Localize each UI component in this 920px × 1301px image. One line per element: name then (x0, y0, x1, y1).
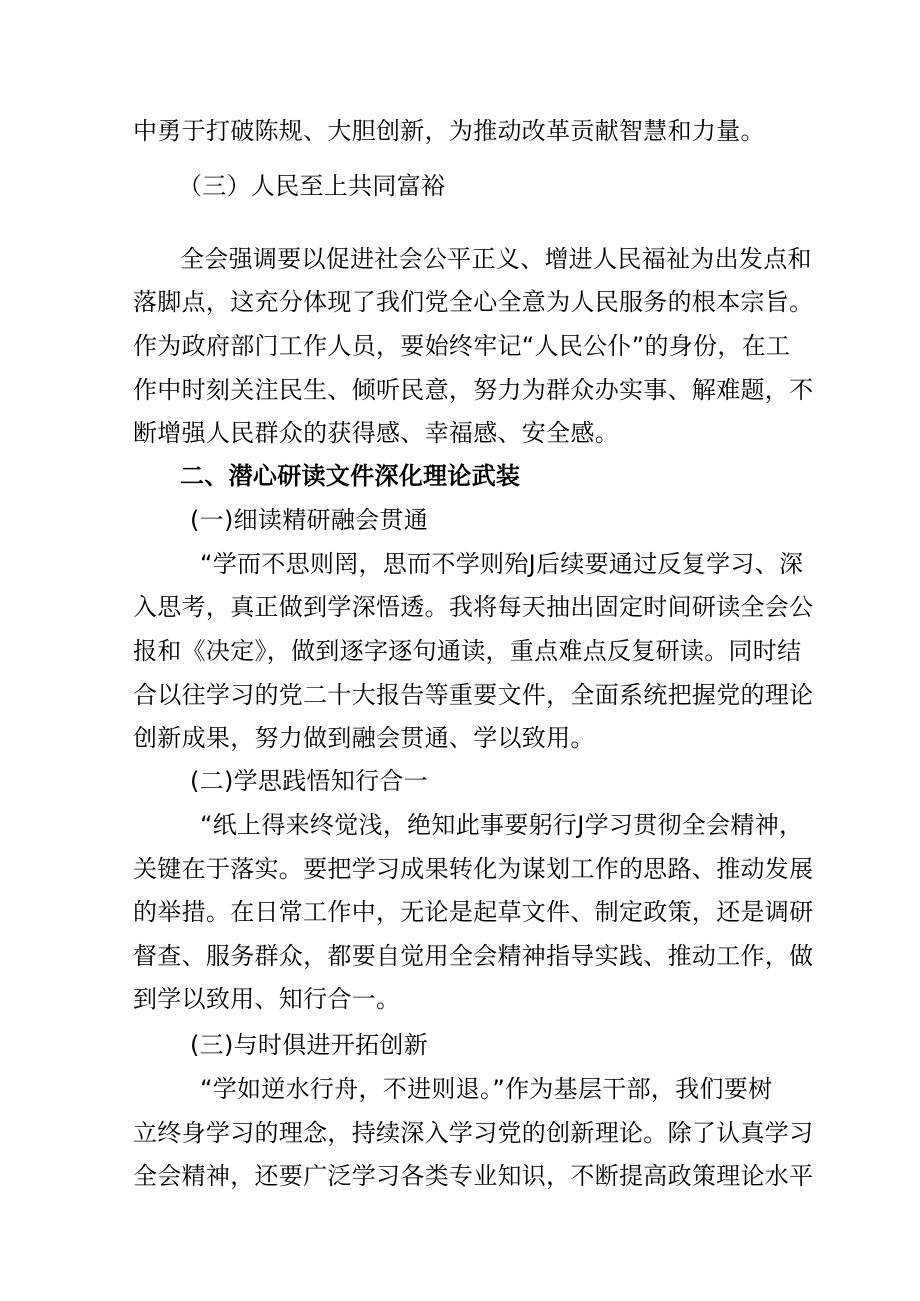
paragraph-line: 全会强调要以促进社会公平正义、增进人民福祉为出发点和 (180, 245, 812, 273)
paragraph-line: 督查、服务群众，都要自觉用全会精神指导实践、推动工作，做 (133, 942, 814, 970)
paragraph-line: 作为政府部门工作人员，要始终牢记“人民公仆”的身份，在工 (133, 332, 791, 360)
paragraph-line: 立终身学习的理念，持续深入学习党的创新理论。除了认真学习 (133, 1119, 814, 1147)
paragraph-line: 关键在于落实。要把学习成果转化为谋划工作的思路、推动发展 (133, 855, 814, 883)
paragraph-line: 全会精神，还要广泛学习各类专业知识，不断提高政策理论水平 (133, 1162, 814, 1190)
paragraph-line: 作中时刻关注民生、倾听民意，努力为群众办实事、解难题，不 (133, 376, 814, 404)
paragraph-line: 中勇于打破陈规、大胆创新，为推动改革贡献智慧和力量。 (133, 117, 765, 145)
paragraph-line: “纸上得来终觉浅，绝知此事要躬行J学习贯彻全会精神， (200, 811, 804, 839)
paragraph-line: 入思考，真正做到学深悟透。我将每天抽出固定时间研读全会公 (133, 593, 814, 621)
paragraph-line: 到学以致用、知行合一。 (133, 985, 401, 1013)
paragraph-line: 合以往学习的党二十大报告等重要文件，全面系统把握党的理论 (133, 681, 814, 709)
paragraph-line: “学如逆水行舟，不进则退。”作为基层干部，我们要树 (200, 1075, 773, 1103)
subsection-heading: (二)学思践悟知行合一 (190, 767, 429, 795)
subsection-heading: (三)与时俱进开拓创新 (190, 1031, 429, 1059)
paragraph-line: 创新成果，努力做到融会贯通、学以致用。 (133, 724, 595, 752)
paragraph-line: “学而不思则罔，思而不学则殆J后续要通过反复学习、深 (200, 550, 804, 578)
paragraph-line: 的举措。在日常工作中，无论是起草文件、制定政策，还是调研 (133, 898, 814, 926)
section-heading: 二、潜心研读文件深化理论武装 (180, 462, 521, 490)
paragraph-line: 报和《决定》，做到逐字逐句通读，重点难点反复研读。同时结 (133, 637, 802, 665)
subsection-heading: (一)细读精研融会贯通 (190, 506, 429, 534)
paragraph-line: 断增强人民群众的获得感、幸福感、安全感。 (133, 419, 619, 447)
paragraph-line: 落脚点，这充分体现了我们党全心全意为人民服务的根本宗旨。 (133, 288, 814, 316)
subsection-heading: （三）人民至上共同富裕 (178, 172, 446, 200)
